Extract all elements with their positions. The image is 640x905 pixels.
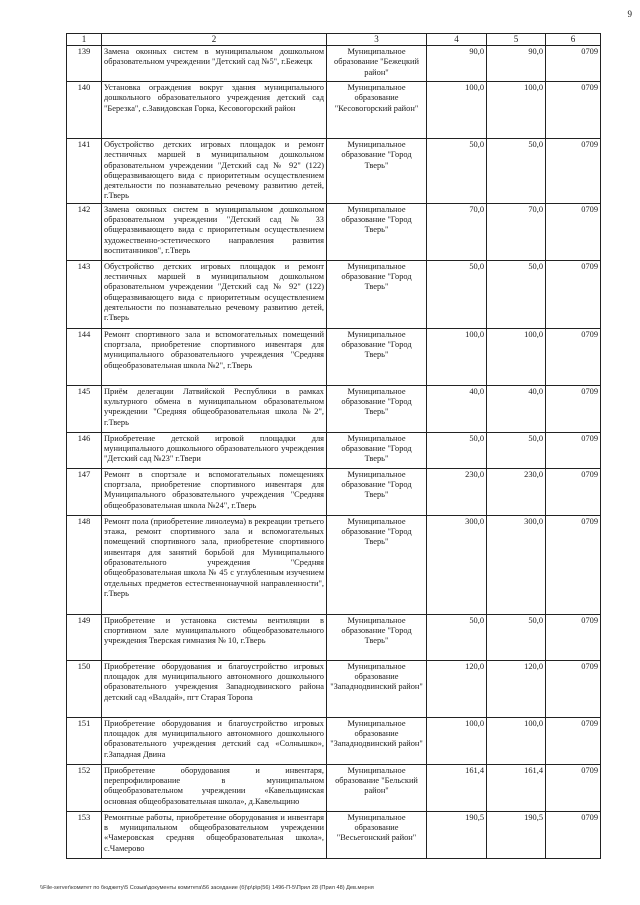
row-amount-col5: 100,0 (487, 328, 546, 385)
row-recipient: Муниципальное образование "Город Тверь" (327, 468, 427, 515)
row-description: Ремонт пола (приобретение линолеума) в рекреации третьего этажа, ремонт спортивного зала и вспомогательных помещений спортивного зала, приобретение спортивного инвентаря для занятий борьбой для Муниципального образовательного учреждения "Средняя общеобразовательная школа № 45 с углубленным изучением отдельных предметов естественнонаучной направленности", г.Тверь (102, 515, 327, 614)
row-amount-col5: 300,0 (487, 515, 546, 614)
row-amount-col5: 50,0 (487, 260, 546, 328)
row-amount-col4: 50,0 (427, 260, 487, 328)
header-cell: 2 (102, 34, 327, 46)
row-amount-col5: 190,5 (487, 811, 546, 858)
row-budget-code: 0709 (546, 46, 601, 82)
table-row (67, 468, 601, 515)
row-amount-col5: 100,0 (487, 717, 546, 764)
row-number: 150 (67, 660, 102, 717)
row-description: Ремонтные работы, приобретение оборудования и инвентаря в муниципальном общеобразовательном учреждении «Чамеровская средняя общеобразовательная школа», с.Чамерово (102, 811, 327, 858)
row-amount-col5: 90,0 (487, 46, 546, 82)
row-description: Приобретение оборудования и благоустройство игровых площадок для муниципального автономного дошкольного образовательного учреждения детский сад «Солнышко», г.Западная Двина (102, 717, 327, 764)
row-number: 151 (67, 717, 102, 764)
row-amount-col5: 70,0 (487, 203, 546, 260)
table-row (67, 764, 601, 811)
row-budget-code: 0709 (546, 515, 601, 614)
row-amount-col4: 100,0 (427, 82, 487, 139)
table-row (67, 660, 601, 717)
row-description: Приобретение детской игровой площадки для муниципального дошкольного образовательного учреждения "Детский сад №23" г.Твери (102, 432, 327, 468)
table-row (67, 811, 601, 858)
row-recipient: Муниципальное образование "Западнодвинский район" (327, 717, 427, 764)
row-amount-col4: 70,0 (427, 203, 487, 260)
row-number: 152 (67, 764, 102, 811)
table-row (67, 46, 601, 82)
row-budget-code: 0709 (546, 614, 601, 660)
row-number: 142 (67, 203, 102, 260)
row-description: Приобретение оборудования и инвентаря, перепрофилирование в муниципальном общеобразовательном учреждении «Кавельщинская основная общеобразовательная школа», д.Кавельщино (102, 764, 327, 811)
row-amount-col5: 50,0 (487, 432, 546, 468)
row-amount-col4: 100,0 (427, 717, 487, 764)
row-amount-col4: 100,0 (427, 328, 487, 385)
row-recipient: Муниципальное образование "Город Тверь" (327, 614, 427, 660)
row-recipient: Муниципальное образование "Город Тверь" (327, 432, 427, 468)
row-number: 141 (67, 139, 102, 204)
row-recipient: Муниципальное образование "Кесовогорский район" (327, 82, 427, 139)
appropriations-table (66, 33, 601, 859)
row-amount-col4: 230,0 (427, 468, 487, 515)
table-header-row (67, 34, 601, 46)
header-cell: 4 (427, 34, 487, 46)
row-description: Установка ограждения вокруг здания муниципального дошкольного образовательного учреждения детский сад "Березка", с.Завидовская Горка, Кесовогорский район (102, 82, 327, 139)
row-amount-col4: 50,0 (427, 432, 487, 468)
row-number: 146 (67, 432, 102, 468)
row-recipient: Муниципальное образование "Город Тверь" (327, 385, 427, 432)
row-amount-col4: 90,0 (427, 46, 487, 82)
table-row (67, 717, 601, 764)
row-description: Приобретение оборудования и благоустройство игровых площадок для муниципального автономного дошкольного образовательного учреждения Западнодвинского района детский сад «Валдай», пгт Старая Торопа (102, 660, 327, 717)
row-recipient: Муниципальное образование "Город Тверь" (327, 515, 427, 614)
row-number: 153 (67, 811, 102, 858)
page-number: 9 (627, 9, 632, 19)
row-description: Замена оконных систем в муниципальном дошкольном образовательном учреждении "Детский сад № 33 общеразвивающего вида с приоритетным осуществлением художественно-эстетического направления развития воспитанников", г.Тверь (102, 203, 327, 260)
row-recipient: Муниципальное образование "Город Тверь" (327, 139, 427, 204)
file-path-footer: \\File-server\комитет по бюджету\5 Созыв\документы комитета\56 заседание (б)\р\р\р(56) 1496-П-5\Прил 28 (Прил 48) Дев.мерня (40, 885, 374, 891)
row-number: 139 (67, 46, 102, 82)
row-amount-col5: 50,0 (487, 139, 546, 204)
row-amount-col4: 161,4 (427, 764, 487, 811)
row-amount-col4: 120,0 (427, 660, 487, 717)
row-number: 147 (67, 468, 102, 515)
table-row (67, 260, 601, 328)
row-amount-col4: 50,0 (427, 139, 487, 204)
row-recipient: Муниципальное образование "Весьегонский район" (327, 811, 427, 858)
table-row (67, 328, 601, 385)
row-budget-code: 0709 (546, 660, 601, 717)
row-budget-code: 0709 (546, 260, 601, 328)
row-recipient: Муниципальное образование "Бельский район" (327, 764, 427, 811)
header-cell: 6 (546, 34, 601, 46)
row-amount-col5: 120,0 (487, 660, 546, 717)
table-row (67, 432, 601, 468)
row-budget-code: 0709 (546, 717, 601, 764)
row-recipient: Муниципальное образование "Западнодвинский район" (327, 660, 427, 717)
row-budget-code: 0709 (546, 468, 601, 515)
row-description: Обустройство детских игровых площадок и ремонт лестничных маршей в муниципальном дошкольном образовательном учреждении "Детский сад № 92" (122) общеразвивающего вида с приоритетным осуществлением деятельности по познавательно речевому развитию детей, г.Тверь (102, 139, 327, 204)
row-amount-col5: 230,0 (487, 468, 546, 515)
row-budget-code: 0709 (546, 203, 601, 260)
header-cell: 5 (487, 34, 546, 46)
table-row (67, 82, 601, 139)
row-budget-code: 0709 (546, 82, 601, 139)
row-amount-col4: 190,5 (427, 811, 487, 858)
row-number: 144 (67, 328, 102, 385)
row-description: Приём делегации Латвийской Республики в рамках культурного обмена в муниципальном образовательном учреждении "Средняя общеобразовательная школа №2", г.Тверь (102, 385, 327, 432)
table-row (67, 515, 601, 614)
table-row (67, 385, 601, 432)
row-description: Ремонт спортивного зала и вспомогательных помещений спортзала, приобретение спортивного инвентаря для муниципального образовательного учреждения "Средняя общеобразовательная школа №2", г.Тверь (102, 328, 327, 385)
row-recipient: Муниципальное образование "Город Тверь" (327, 260, 427, 328)
row-description: Приобретение и установка системы вентиляции в спортивном зале муниципального общеобразовательного учреждения Тверская гимназия № 10, г.Тверь (102, 614, 327, 660)
table-row (67, 203, 601, 260)
row-budget-code: 0709 (546, 328, 601, 385)
row-budget-code: 0709 (546, 432, 601, 468)
row-recipient: Муниципальное образование "Бежецкий район" (327, 46, 427, 82)
row-amount-col4: 40,0 (427, 385, 487, 432)
row-amount-col5: 100,0 (487, 82, 546, 139)
row-amount-col5: 50,0 (487, 614, 546, 660)
row-number: 149 (67, 614, 102, 660)
header-cell: 1 (67, 34, 102, 46)
row-budget-code: 0709 (546, 764, 601, 811)
row-recipient: Муниципальное образование "Город Тверь" (327, 203, 427, 260)
row-description: Обустройство детских игровых площадок и ремонт лестничных маршей в муниципальном дошкольном образовательном учреждении "Детский сад № 92" (122) общеразвивающего вида с приоритетным осуществлением деятельности по познавательно речевому развитию детей, г.Тверь (102, 260, 327, 328)
row-amount-col5: 161,4 (487, 764, 546, 811)
row-number: 148 (67, 515, 102, 614)
row-number: 143 (67, 260, 102, 328)
row-budget-code: 0709 (546, 385, 601, 432)
table-row (67, 614, 601, 660)
row-amount-col4: 50,0 (427, 614, 487, 660)
row-budget-code: 0709 (546, 139, 601, 204)
row-description: Ремонт в спортзале и вспомогательных помещениях спортзала, приобретение спортивного инвентаря для Муниципального образовательного учреждения "Средняя общеобразовательная школа №24", г.Тверь (102, 468, 327, 515)
row-number: 145 (67, 385, 102, 432)
row-description: Замена оконных систем в муниципальном дошкольном образовательном учреждении "Детский сад №5", г.Бежецк (102, 46, 327, 82)
row-number: 140 (67, 82, 102, 139)
row-amount-col4: 300,0 (427, 515, 487, 614)
row-budget-code: 0709 (546, 811, 601, 858)
header-cell: 3 (327, 34, 427, 46)
table-row (67, 139, 601, 204)
row-recipient: Муниципальное образование "Город Тверь" (327, 328, 427, 385)
row-amount-col5: 40,0 (487, 385, 546, 432)
